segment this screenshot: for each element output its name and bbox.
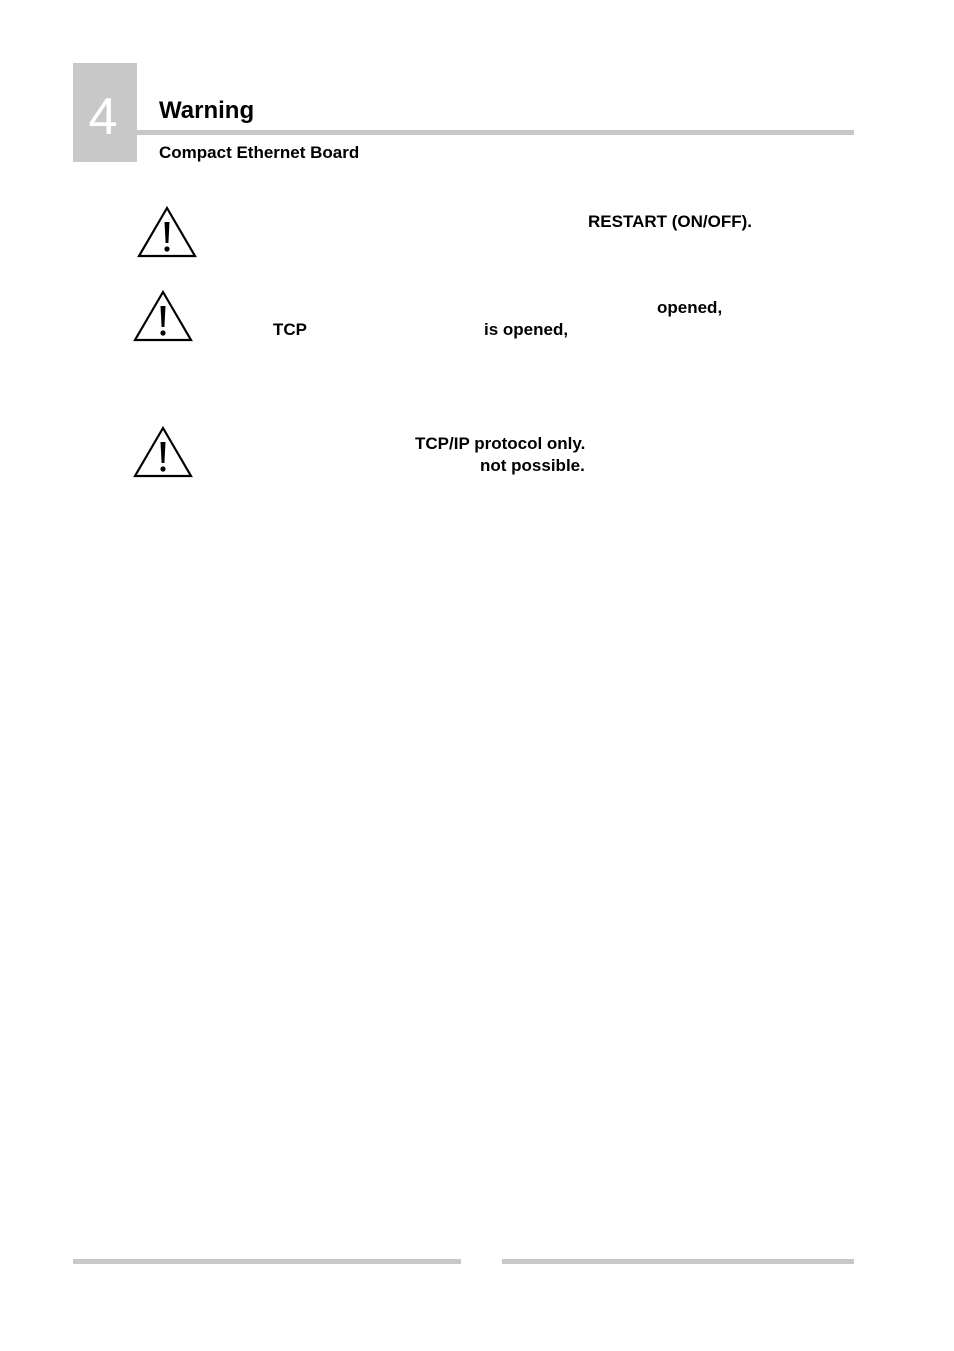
warning-triangle-icon: [136, 205, 198, 259]
page-subtitle: Compact Ethernet Board: [159, 143, 360, 162]
footer-divider-right: [502, 1259, 854, 1264]
header-divider: [137, 130, 854, 135]
chapter-number-box: [73, 63, 137, 162]
warning-2-opened-text: opened,: [657, 298, 723, 317]
warning-2-tcp-text: TCP: [273, 320, 307, 339]
page-title: Warning: [159, 97, 255, 124]
warning-1-restart-text: RESTART (ON/OFF).: [588, 212, 752, 231]
chapter-number: 4: [88, 88, 118, 146]
warning-triangle-icon: [132, 289, 194, 343]
warning-2-is-opened-text: is opened,: [484, 320, 569, 339]
warning-3-not-possible-text: not possible.: [480, 456, 585, 475]
warning-3-protocol-text: TCP/IP protocol only.: [415, 434, 586, 453]
footer-divider-left: [73, 1259, 461, 1264]
warning-triangle-icon: [132, 425, 194, 479]
